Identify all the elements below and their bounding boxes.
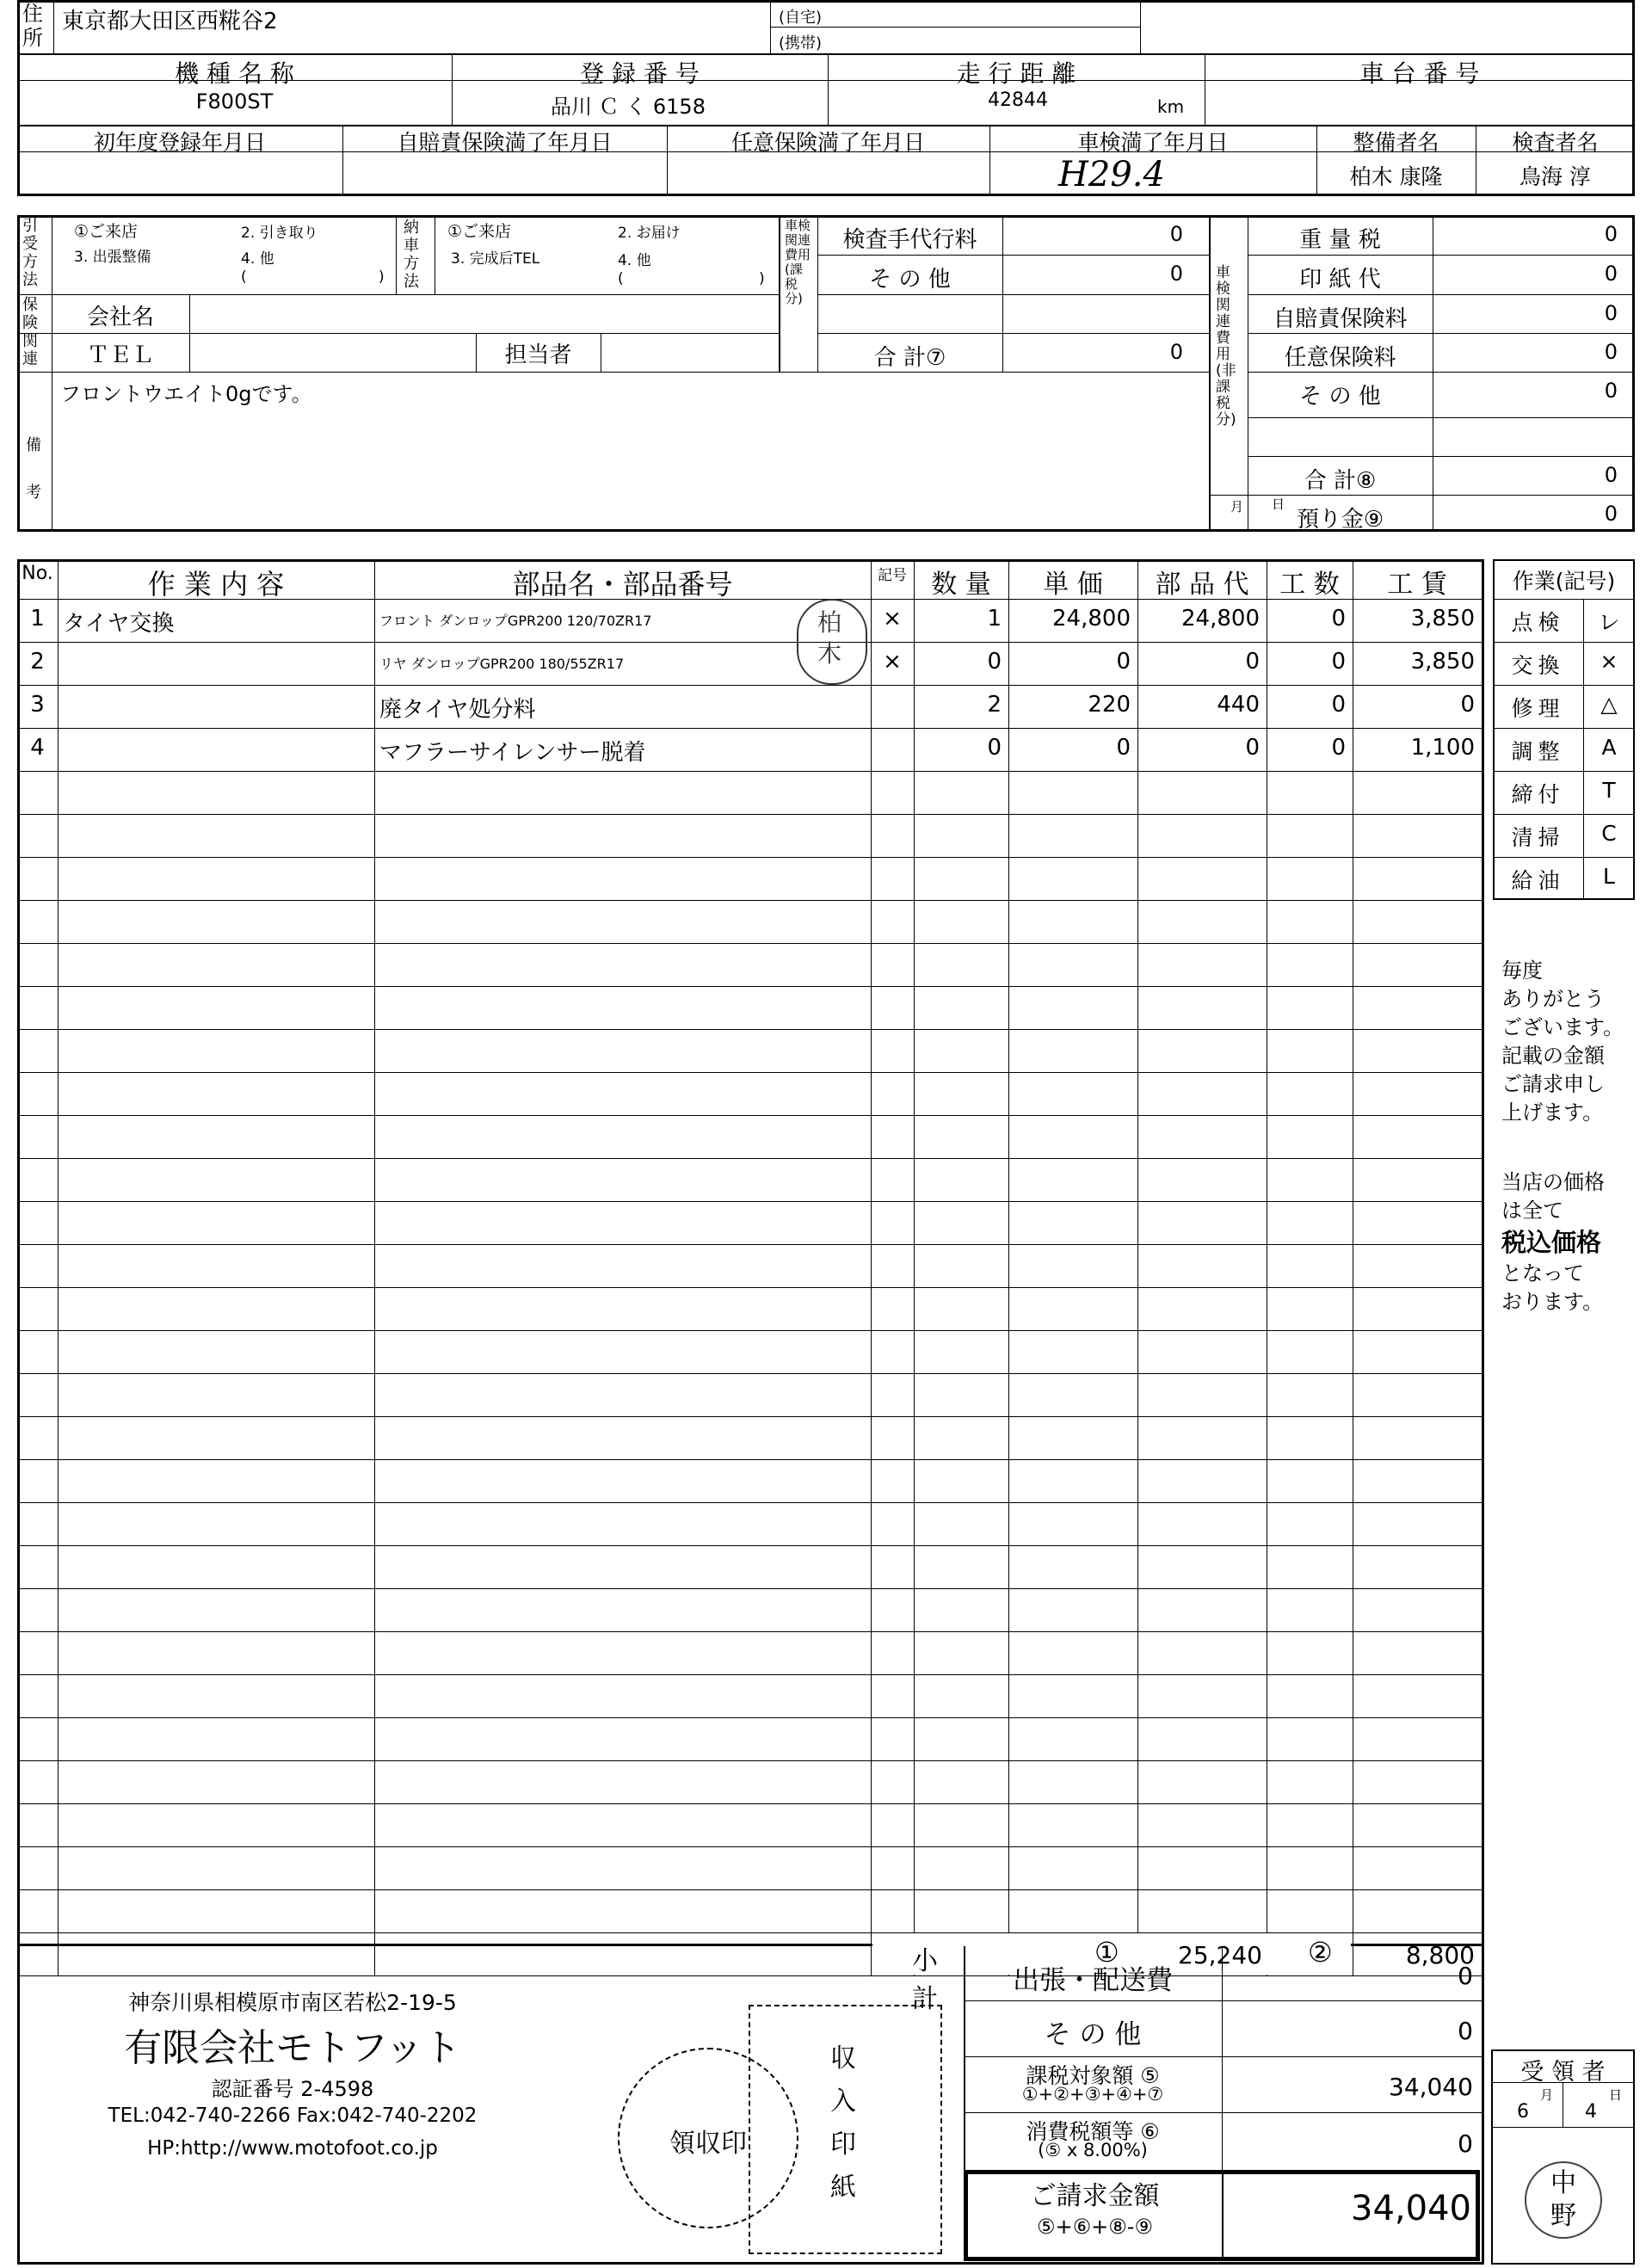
legend-mark: T — [1602, 778, 1616, 803]
cell-qty: 1 — [987, 606, 1002, 632]
untaxed-row-label: 任意保険料 — [1284, 345, 1396, 371]
untaxed-row-value: 0 — [1604, 502, 1618, 526]
grid-row-line — [17, 1072, 1484, 1073]
untaxed-row-line — [1248, 456, 1635, 457]
cell-hours: 0 — [1331, 606, 1346, 632]
cell-hours: 0 — [1331, 735, 1346, 761]
untaxed-row-label: 自賠責保険料 — [1273, 306, 1408, 332]
receiver-month: 6 — [1517, 2101, 1529, 2123]
grid-row-line — [17, 1158, 1484, 1159]
cell-no: 3 — [30, 692, 45, 718]
cell-parts_cost: 24,800 — [1181, 606, 1260, 632]
cell-mark: × — [883, 606, 902, 632]
cell-qty: 0 — [987, 649, 1002, 675]
untaxed-row-value: 0 — [1604, 379, 1618, 403]
pickup-paren-open: ( — [241, 268, 247, 286]
taxed-row-value: 0 — [1169, 340, 1183, 364]
receipt-seal-label: 領収印 — [669, 2129, 747, 2159]
revenue-stamp-char: 収 — [830, 2043, 856, 2074]
address-value: 東京都大田区西糀谷2 — [62, 9, 278, 34]
legend-mark: C — [1601, 821, 1617, 846]
inspection-label: 車検満了年月日 — [1077, 130, 1229, 155]
grid-row-line — [17, 1846, 1484, 1847]
legend-mark: × — [1600, 649, 1618, 674]
mileage-unit: km — [1157, 96, 1185, 117]
cell-no: 2 — [30, 649, 45, 675]
grid-row-line — [17, 642, 1484, 643]
cell-unit: 220 — [1088, 692, 1131, 718]
return-option-2: 2. お届け — [618, 225, 681, 242]
mileage-value: 42844 — [988, 89, 1048, 111]
legend-row-line — [1493, 599, 1635, 600]
totals-label: 消費税額等 ⑥ — [1026, 2119, 1160, 2144]
column-header: 工 数 — [1279, 570, 1340, 600]
legend-row-line — [1493, 814, 1635, 815]
message-line: は全て — [1501, 1199, 1563, 1223]
column-header: No. — [22, 563, 53, 584]
cell-work: タイヤ交換 — [63, 611, 175, 637]
cell-unit: 24,800 — [1052, 606, 1131, 632]
column-header: 記号 — [878, 567, 907, 584]
message-line: ご請求申し — [1501, 1072, 1605, 1096]
taxed-row-label: そ の 他 — [869, 267, 951, 293]
legend-row-line — [1493, 771, 1635, 772]
taxed-fees-label: 車検関連費用(課税分) — [785, 218, 811, 306]
shop-tel: TEL:042-740-2266 Fax:042-740-2202 — [108, 2105, 478, 2127]
company-label: 会社名 — [86, 305, 154, 330]
column-header: 数 量 — [931, 570, 991, 600]
cell-hours: 0 — [1331, 649, 1346, 675]
first-reg-label: 初年度登録年月日 — [93, 130, 266, 155]
cali-label: 自賠責保険満了年月日 — [397, 130, 613, 155]
day-label: 日 — [1272, 496, 1285, 512]
return-option-1: ①ご来店 — [447, 222, 512, 241]
tax-inclusive-text: 税込価格 — [1501, 1228, 1602, 1257]
legend-title: 作業(記号) — [1512, 569, 1616, 594]
totals-value: 0 — [1458, 2016, 1473, 2045]
grid-row-line — [17, 1416, 1484, 1417]
grid-row-line — [17, 771, 1484, 772]
cell-part: 廃タイヤ処分料 — [379, 697, 536, 723]
grid-row-line — [17, 1545, 1484, 1546]
totals-row-line — [964, 2056, 1484, 2057]
shop-address: 神奈川県相模原市南区若松2-19-5 — [128, 1990, 457, 2015]
shop-hp: HP:http://www.motofoot.co.jp — [147, 2137, 438, 2160]
model-label: 機 種 名 称 — [175, 59, 294, 88]
grand-total-value: 34,040 — [1351, 2189, 1471, 2228]
subtotal-parts: 25,240 — [1178, 1941, 1262, 1969]
cell-labor: 0 — [1460, 692, 1475, 718]
model-value: F800ST — [195, 89, 274, 114]
untaxed-row-line — [1248, 255, 1635, 256]
person-label: 担当者 — [504, 342, 572, 368]
totals-value: 0 — [1458, 2129, 1473, 2158]
grid-row-line — [17, 728, 1484, 729]
legend-name: 交換 — [1511, 653, 1565, 678]
untaxed-section-line — [1209, 495, 1248, 496]
taxed-row-label: 検査手代行料 — [842, 227, 977, 253]
untaxed-row-value: 0 — [1604, 340, 1618, 364]
cell-part: リヤ ダンロップGPR200 180/55ZR17 — [379, 656, 625, 672]
legend-row-line — [1493, 642, 1635, 643]
grid-row-line — [17, 1588, 1484, 1589]
shop-name: 有限会社モトフット — [124, 2026, 461, 2070]
untaxed-row-line — [1248, 372, 1635, 373]
untaxed-row-value: 0 — [1604, 222, 1618, 246]
grid-row-line — [17, 943, 1484, 944]
message-line: ございます。 — [1501, 1015, 1624, 1039]
chassis-label: 車 台 番 号 — [1359, 59, 1480, 88]
mechanic-stamp-text: 柏木 — [817, 608, 841, 668]
cell-parts_cost: 440 — [1217, 692, 1260, 718]
grid-row-line — [17, 685, 1484, 686]
legend-mark: A — [1601, 735, 1617, 760]
untaxed-row-value: 0 — [1604, 262, 1618, 286]
legend-name: 修理 — [1511, 696, 1565, 721]
message-line: ありがとう — [1501, 987, 1605, 1011]
grid-row-line — [17, 857, 1484, 858]
cell-part: マフラーサイレンサー脱着 — [379, 740, 646, 766]
legend-name: 調整 — [1511, 739, 1565, 764]
legend-name: 点検 — [1511, 610, 1565, 635]
legend-row-line — [1493, 857, 1635, 858]
untaxed-row-value: 0 — [1604, 301, 1618, 325]
totals-label: そ の 他 — [1044, 2019, 1142, 2050]
cell-parts_cost: 0 — [1245, 735, 1260, 761]
untaxed-row-line — [1248, 495, 1635, 496]
cell-no: 4 — [30, 735, 45, 761]
legend-name: 給油 — [1511, 868, 1565, 893]
untaxed-row-line — [1248, 333, 1635, 334]
totals-row-line — [964, 2000, 1484, 2001]
grid-row-line — [17, 1459, 1484, 1460]
column-header: 部品名・部品番号 — [512, 568, 733, 601]
return-option-4: 4. 他 — [618, 252, 651, 269]
grid-row-line — [17, 1803, 1484, 1804]
subtotal-parts-mark: ① — [1094, 1936, 1119, 1969]
grid-row-line — [17, 900, 1484, 901]
revenue-stamp-label — [817, 2037, 869, 2209]
mobile-phone-label: (携帯) — [779, 34, 823, 52]
revenue-stamp-char: 入 — [830, 2086, 856, 2117]
legend-name: 清掃 — [1511, 825, 1565, 850]
cell-qty: 2 — [987, 692, 1002, 718]
address-label: 住所 — [22, 2, 43, 50]
home-phone-label: (自宅) — [779, 9, 823, 27]
grid-row-line — [17, 1201, 1484, 1202]
receiver-label: 受 領 者 — [1520, 2059, 1606, 2086]
untaxed-row-value: 0 — [1604, 463, 1618, 487]
inspector-label: 検査者名 — [1512, 130, 1599, 155]
return-label: 納車方法 — [404, 219, 419, 291]
grand-total-sub: ⑤+⑥+⑧-⑨ — [1037, 2215, 1153, 2239]
taxed-row-value: 0 — [1169, 222, 1183, 246]
message-line: となって — [1501, 1261, 1584, 1285]
receiver-stamp-text: 中野 — [1550, 2168, 1576, 2231]
totals-sub: (⑤ x 8.00%) — [1038, 2140, 1148, 2160]
grand-total-label: ご請求金額 — [1030, 2181, 1160, 2211]
untaxed-row-label: 印 紙 代 — [1299, 267, 1381, 293]
cell-labor: 3,850 — [1410, 606, 1475, 632]
untaxed-row-label: 預り金⑨ — [1296, 507, 1384, 533]
message-line: 毎度 — [1501, 958, 1543, 983]
legend-row-line — [1493, 685, 1635, 686]
message-line: 上げます。 — [1501, 1100, 1604, 1125]
grid-row-line — [17, 1889, 1484, 1890]
grid-row-line — [17, 1717, 1484, 1718]
work-table-border — [17, 559, 1484, 1946]
grid-row-line — [17, 1029, 1484, 1030]
cell-parts_cost: 0 — [1245, 649, 1260, 675]
taxed-row-line — [817, 255, 1209, 256]
totals-value: 0 — [1458, 1961, 1473, 1990]
pickup-label: 引受方法 — [22, 217, 38, 289]
grid-row-line — [17, 1287, 1484, 1288]
grid-row-line — [17, 1502, 1484, 1503]
untaxed-row-line — [1248, 417, 1635, 418]
vol-insurance-label: 任意保険満了年月日 — [730, 130, 925, 155]
revenue-stamp-char: 紙 — [830, 2172, 856, 2203]
untaxed-row-label: 重 量 税 — [1299, 227, 1381, 253]
column-header: 部 品 代 — [1155, 570, 1249, 600]
month-label: 月 — [1230, 499, 1244, 515]
pickup-option-3: 3. 出張整備 — [74, 249, 151, 266]
totals-sub: ①+②+③+④+⑦ — [1021, 2084, 1164, 2105]
taxed-row-line — [817, 294, 1209, 295]
message-line: 記載の金額 — [1501, 1044, 1605, 1068]
cell-part: フロント ダンロップGPR200 120/70ZR17 — [379, 613, 652, 629]
mileage-label: 走 行 距 離 — [956, 59, 1076, 88]
return-paren-close: ) — [759, 270, 765, 287]
totals-row-line — [964, 2112, 1484, 2113]
taxed-row-value: 0 — [1169, 262, 1183, 286]
totals-label: 課税対象額 ⑤ — [1026, 2063, 1160, 2088]
totals-value: 34,040 — [1389, 2072, 1473, 2101]
grid-row-line — [17, 1760, 1484, 1761]
grid-row-line — [17, 1674, 1484, 1675]
column-header: 作 業 内 容 — [147, 568, 285, 601]
pickup-option-1: ①ご来店 — [74, 222, 139, 241]
thank-you-message — [1501, 957, 1624, 1316]
inspector-value: 鳥海 淳 — [1519, 164, 1591, 189]
grid-row-line — [17, 1631, 1484, 1632]
receiver-stamp — [1525, 2161, 1602, 2239]
pickup-option-2: 2. 引き取り — [241, 225, 318, 242]
remarks-value: フロントウエイト0gです。 — [60, 382, 312, 406]
grid-row-line — [17, 1244, 1484, 1245]
legend-mark: △ — [1600, 692, 1618, 717]
shop-cert: 認証番号 2-4598 — [211, 2077, 374, 2101]
grid-row-line — [17, 1115, 1484, 1116]
cell-labor: 3,850 — [1410, 649, 1475, 675]
cell-mark: × — [883, 649, 902, 675]
grid-row-line — [17, 1330, 1484, 1331]
cell-qty: 0 — [987, 735, 1002, 761]
receiver-day: 4 — [1585, 2101, 1597, 2123]
legend-row-line — [1493, 728, 1635, 729]
inspection-value: H29.4 — [1058, 155, 1165, 194]
subtotal-labor-mark: ② — [1308, 1936, 1333, 1969]
grid-row-line — [17, 814, 1484, 815]
cell-unit: 0 — [1116, 649, 1131, 675]
reg-label: 登 録 番 号 — [580, 59, 700, 88]
mechanic-value: 柏木 康隆 — [1349, 164, 1443, 189]
insurance-label: 保険関連 — [22, 296, 38, 368]
pickup-option-4: 4. 他 — [241, 250, 274, 268]
cell-no: 1 — [30, 606, 45, 632]
legend-mark: L — [1603, 864, 1615, 889]
message-line: 当店の価格 — [1501, 1170, 1605, 1194]
message-line: おります。 — [1501, 1290, 1604, 1314]
subtotal-label: 小 計 — [912, 1946, 972, 2014]
mechanic-label: 整備者名 — [1353, 130, 1439, 155]
cell-hours: 0 — [1331, 692, 1346, 718]
legend-name: 締付 — [1511, 782, 1565, 807]
taxed-row-label: 合 計⑦ — [873, 345, 946, 371]
return-paren-open: ( — [618, 270, 624, 287]
taxed-row-line — [817, 333, 1209, 334]
subtotal-labor: 8,800 — [1405, 1941, 1475, 1969]
column-header: 工 賃 — [1387, 570, 1447, 600]
untaxed-row-label: そ の 他 — [1299, 384, 1381, 410]
receiver-day-label: 日 — [1609, 2087, 1623, 2103]
legend-mark: レ — [1598, 610, 1620, 635]
tel-label: ＴＥＬ — [86, 342, 154, 368]
return-option-3: 3. 完成后TEL — [451, 250, 540, 268]
grid-row-line — [17, 986, 1484, 987]
untaxed-row-line — [1248, 294, 1635, 295]
totals-label: 出張・配送費 — [1013, 1965, 1173, 1996]
grid-row-line — [17, 1373, 1484, 1374]
untaxed-row-label: 合 計⑧ — [1304, 468, 1377, 494]
cell-labor: 1,100 — [1410, 735, 1475, 761]
untaxed-fees-label: 車検関連費用(非課税分) — [1216, 264, 1236, 428]
remarks-label: 備考 — [26, 436, 41, 502]
receiver-month-label: 月 — [1540, 2087, 1554, 2103]
cell-unit: 0 — [1116, 735, 1131, 761]
reg-value: 品川 Ｃ く 6158 — [551, 95, 706, 119]
revenue-stamp-char: 印 — [830, 2129, 856, 2160]
pickup-paren-close: ) — [379, 268, 385, 286]
column-header: 単 価 — [1043, 570, 1103, 600]
